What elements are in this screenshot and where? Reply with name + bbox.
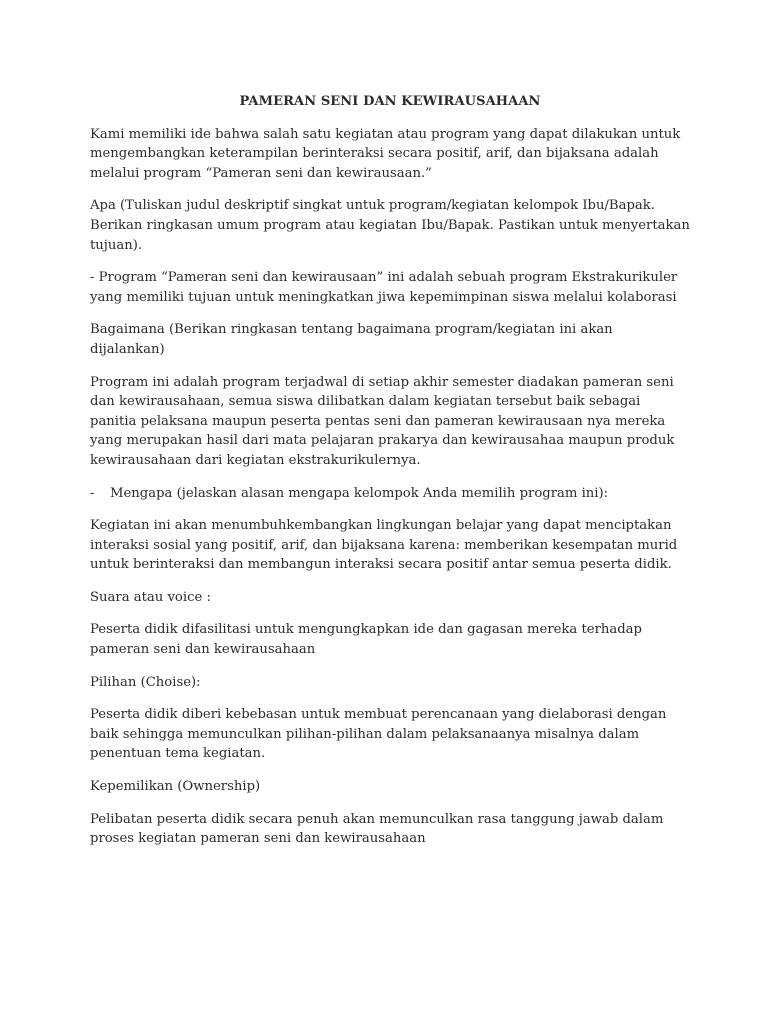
intro-paragraph: Kami memiliki ide bahwa salah satu kegiatan atau program yang dapat dilakukan untuk mengembangkan keterampilan berinteraksi secara positif, arif, dan bijaksana adalah melalui program “Pameran seni dan kewirausaan.”: [90, 126, 681, 181]
pilihan-answer: Peserta didik diberi kebebasan untuk membuat perencanaan yang dielaborasi dengan baik sehingga memunculkan pilihan-pilihan dalam pelaksanaanya misalnya dalam penentuan tema kegiatan.: [90, 707, 667, 762]
apa-answer: - Program “Pameran seni dan kewirausaan” ini adalah sebuah program Ekstrakurikuler yang memiliki tujuan untuk meningkatkan jiwa kepemimpinan siswa melalui kolaborasi: [90, 270, 678, 305]
apa-prompt: Apa (Tuliskan judul deskriptif singkat untuk program/kegiatan kelompok Ibu/Bapak. Berikan ringkasan umum program atau kegiatan Ibu/Bapak. Pastikan untuk menyertakan tujuan).: [90, 198, 690, 253]
kepemilikan-answer: Pelibatan peserta didik secara penuh akan memunculkan rasa tanggung jawab dalam proses kegiatan pameran seni dan kewirausahaan: [90, 811, 664, 847]
bagaimana-answer: Program ini adalah program terjadwal di setiap akhir semester diadakan pameran seni dan kewirausahaan, semua siswa dilibatkan dalam kegiatan tersebut baik sebagai panitia pelaksana maupun peserta pentas seni dan pameran kewirausaan nya mereka yang merupakan hasil dari mata pelajaran prakarya dan kewirausahaa maupun produk kewirausahaan dari kegiatan ekstrakurikulernya.: [90, 374, 675, 468]
document-page: [90, 92, 690, 862]
mengapa-bullet: [90, 484, 690, 504]
bullet-dash: -: [90, 485, 95, 501]
mengapa-answer: Kegiatan ini akan menumbuhkembangkan lingkungan belajar yang dapat menciptakan interaksi sosial yang positif, arif, dan bijaksana karena: memberikan kesempatan murid untuk berinteraksi dan membangun interaksi secara positif antar semua peserta didik.: [90, 518, 678, 573]
suara-answer: Peserta didik difasilitasi untuk mengungkapkan ide dan gagasan mereka terhadap pameran seni dan kewirausahaan: [90, 622, 642, 658]
document-title: PAMERAN SENI DAN KEWIRAUSAHAAN: [239, 94, 541, 109]
pilihan-heading: Pilihan (Choise):: [90, 674, 201, 690]
kepemilikan-heading: Kepemilikan (Ownership): [90, 779, 261, 795]
bagaimana-prompt: Bagaimana (Berikan ringkasan tentang bagaimana program/kegiatan ini akan dijalankan): [90, 322, 613, 357]
suara-heading: Suara atau voice :: [90, 589, 211, 605]
mengapa-prompt: Mengapa (jelaskan alasan mengapa kelompok Anda memilih program ini):: [110, 485, 609, 501]
